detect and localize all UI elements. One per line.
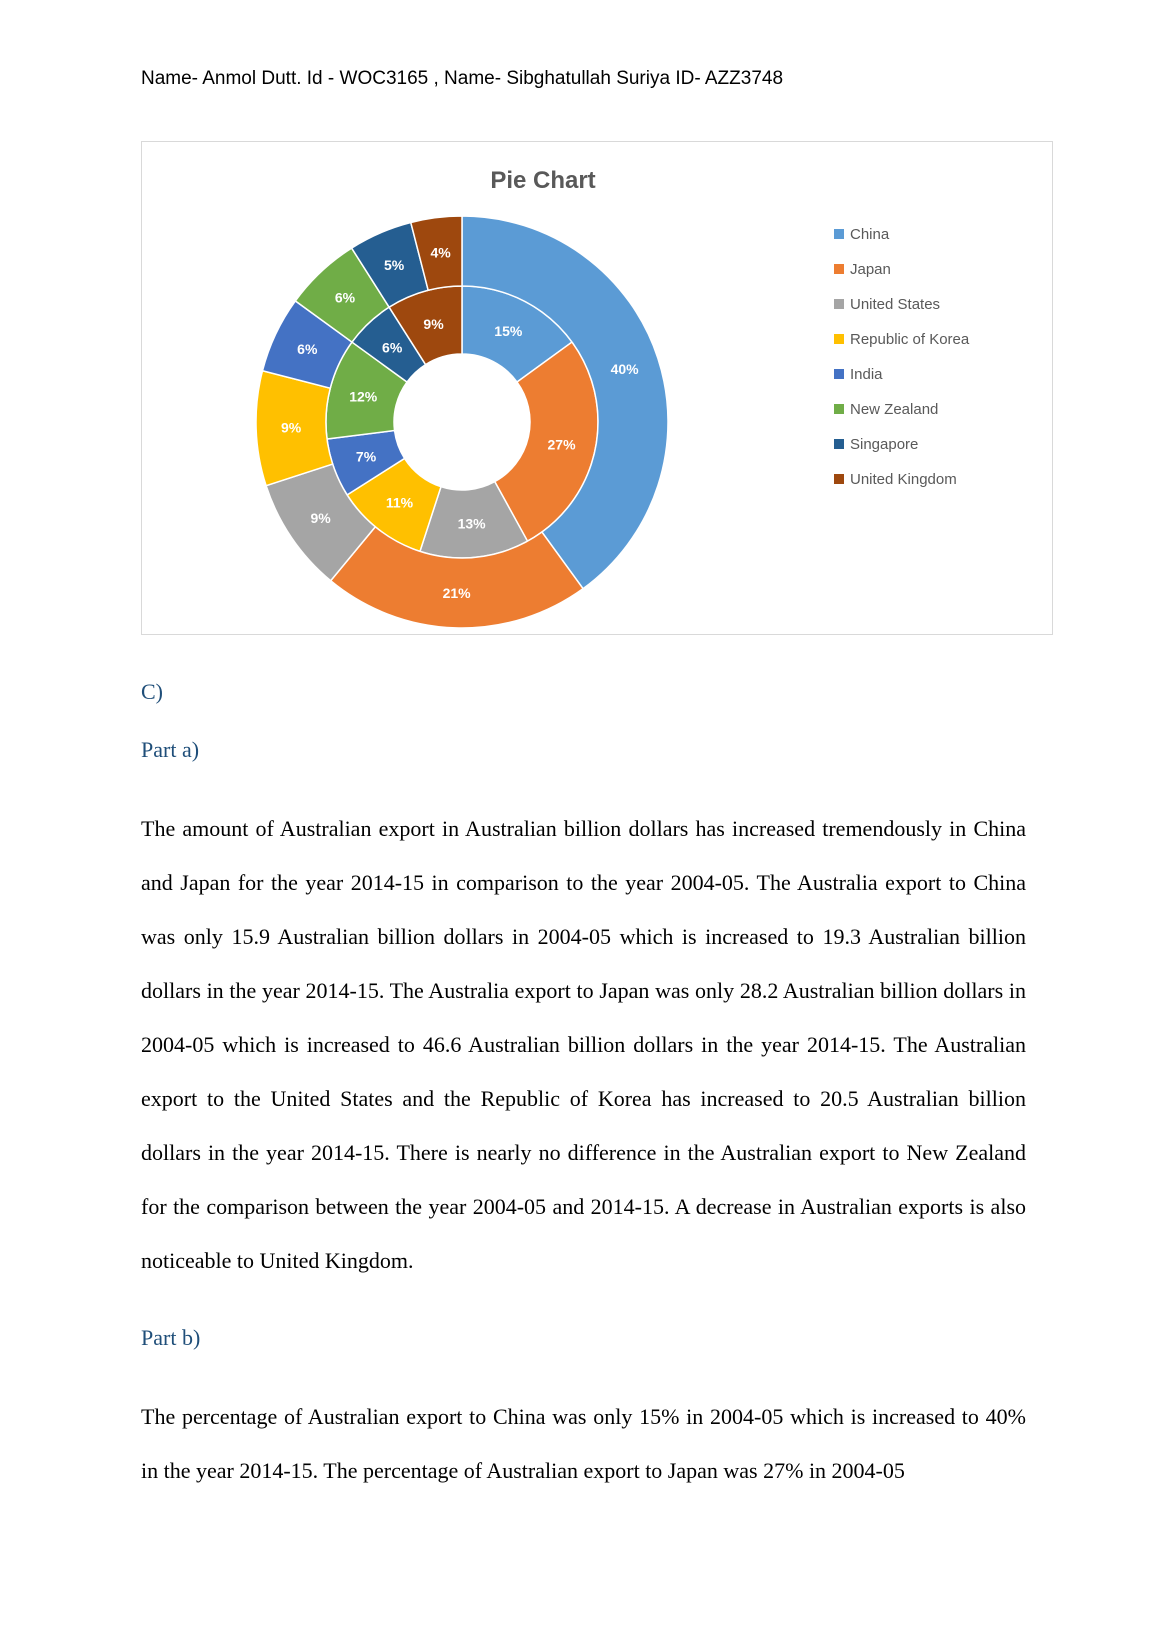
- label-outer-united-states: 9%: [310, 510, 331, 527]
- legend-label-republic-of-korea: Republic of Korea: [850, 331, 970, 348]
- label-inner-singapore: 6%: [382, 339, 403, 356]
- part-b-heading: Part b): [141, 1325, 201, 1350]
- part-b-paragraph: The percentage of Australian export to China was only 15% in 2004-05 which is increased to 40% in the year 2014-15. The percentage of Australian export to Japan was 27% in 2004-05: [141, 1404, 1026, 1483]
- part-a-heading: Part a): [141, 737, 200, 762]
- legend-label-china: China: [850, 226, 890, 243]
- legend-swatch-united-states: [834, 299, 844, 309]
- legend-swatch-republic-of-korea: [834, 334, 844, 344]
- label-outer-japan: 21%: [442, 584, 471, 601]
- label-inner-republic-of-korea: 11%: [385, 494, 414, 511]
- label-outer-singapore: 5%: [383, 257, 405, 274]
- part-a-paragraph: The amount of Australian export in Australian billion dollars has increased tremendously in China and Japan for the year 2014-15 in comparison to the year 2004-05. The Australia export to China was only 15.9 Australian billion dollars in 2004-05 which is increased to 19.3 Australian billion dollars in the year 2014-15. The Australia export to Japan was only 28.2 Australian billion dollars in 2004-05 which is increased to 46.6 Australian billion dollars in the year 2014-15. The Australian export to the United States and the Republic of Korea has increased to 20.5 Australian billion dollars in the year 2014-15. There is nearly no difference in the Australian export to New Zealand for the comparison between the year 2004-05 and 2014-15. A decrease in Australian exports is also noticeable to United Kingdom.: [141, 816, 1026, 1273]
- label-outer-new-zealand: 6%: [334, 289, 356, 306]
- legend-swatch-singapore: [834, 439, 844, 449]
- legend-label-united-kingdom: United Kingdom: [850, 471, 957, 488]
- legend-label-india: India: [850, 366, 883, 383]
- legend-label-japan: Japan: [850, 261, 891, 278]
- label-outer-india: 6%: [297, 341, 318, 358]
- label-outer-united-kingdom: 4%: [430, 244, 451, 261]
- legend-label-united-states: United States: [850, 296, 941, 313]
- chart-title: Pie Chart: [490, 167, 596, 194]
- label-inner-united-kingdom: 9%: [423, 316, 444, 333]
- pie-chart: [141, 141, 1053, 635]
- pie-chart-svg: [142, 142, 1052, 634]
- label-inner-japan: 27%: [547, 436, 576, 453]
- label-outer-china: 40%: [610, 361, 639, 378]
- section-c-heading: C): [141, 679, 163, 704]
- legend-label-new-zealand: New Zealand: [850, 401, 939, 418]
- legend-swatch-japan: [834, 264, 844, 274]
- chart-slices: [256, 216, 668, 628]
- label-outer-republic-of-korea: 9%: [280, 419, 302, 436]
- legend-label-singapore: Singapore: [850, 436, 919, 453]
- legend-swatch-new-zealand: [834, 404, 844, 414]
- label-inner-india: 7%: [355, 448, 377, 465]
- legend-swatch-united-kingdom: [834, 474, 844, 484]
- author-header: Name- Anmol Dutt. Id - WOC3165 , Name- Sibghatullah Suriya ID- AZZ3748: [141, 68, 784, 89]
- chart-legend: [834, 226, 970, 488]
- legend-swatch-china: [834, 229, 844, 239]
- label-inner-china: 15%: [494, 323, 523, 340]
- label-inner-new-zealand: 12%: [349, 388, 378, 405]
- label-inner-united-states: 13%: [457, 515, 486, 532]
- legend-swatch-india: [834, 369, 844, 379]
